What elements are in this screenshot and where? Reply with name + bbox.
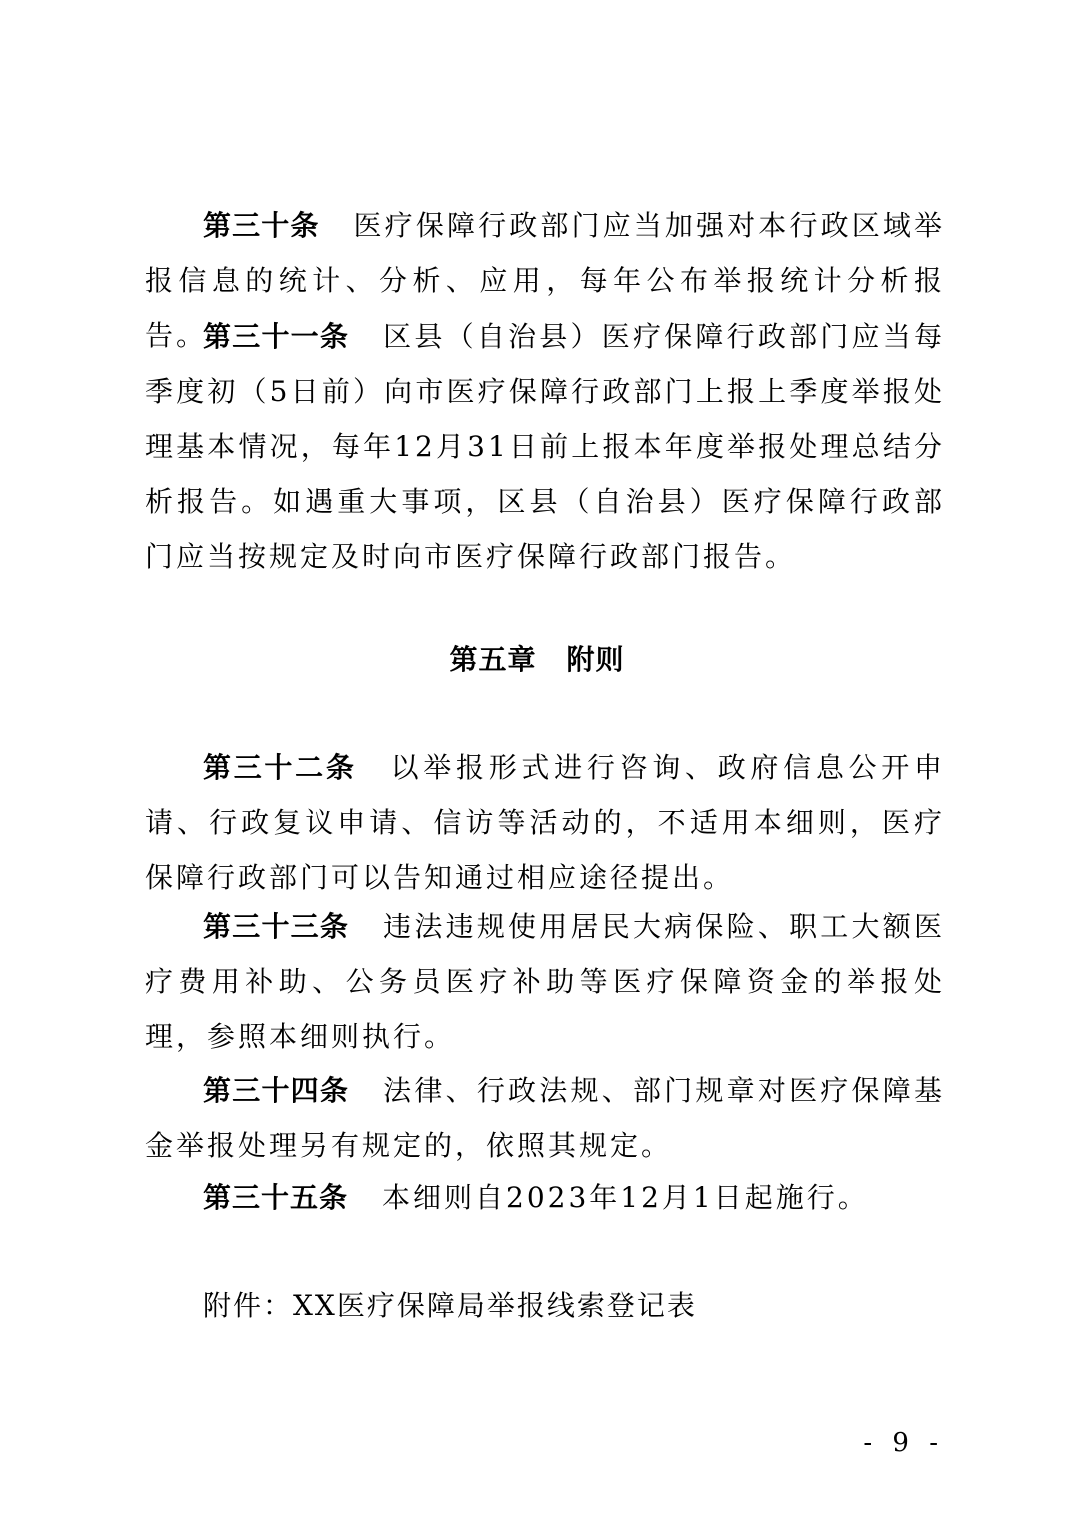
- article-label: 第三十四条: [203, 1074, 350, 1107]
- article-text: 以举报形式进行咨询、政府信息公开申请、行政复议申请、信访等活动的，不适用本细则，医疗保障行政部门可以告知通过相应途径提出。: [145, 751, 945, 894]
- article-label: 第三十二条: [203, 751, 357, 784]
- article-text: 法律、行政法规、部门规章对医疗保障基金举报处理另有规定的，依照其规定。: [145, 1074, 945, 1162]
- article-32: [145, 740, 945, 905]
- article-label: 第三十三条: [203, 910, 350, 943]
- article-text: 违法违规使用居民大病保险、职工大额医疗费用补助、公务员医疗补助等医疗保障资金的举报处理，参照本细则执行。: [145, 910, 945, 1053]
- article-34: [145, 1063, 945, 1173]
- page-number: - 9 -: [863, 1428, 944, 1458]
- article-text: 区县（自治县）医疗保障行政部门应当每季度初（5日前）向市医疗保障行政部门上报上季度举报处理基本情况，每年12月31日前上报本年度举报处理总结分析报告。如遇重大事项，区县（自治县）医疗保障行政部门应当按规定及时向市医疗保障行政部门报告。: [145, 320, 945, 573]
- article-text: 医疗保障行政部门应当加强对本行政区域举报信息的统计、分析、应用，每年公布举报统计分析报告。: [145, 209, 945, 352]
- article-label: 第三十条: [203, 209, 320, 242]
- attachment-line: 附件：XX医疗保障局举报线索登记表: [203, 1289, 697, 1322]
- chapter-title: 附则: [566, 643, 625, 676]
- article-33: [145, 899, 945, 1064]
- article-text: 本细则自2023年12月1日起施行。: [382, 1181, 869, 1214]
- article-label: 第三十五条: [203, 1181, 349, 1214]
- chapter-heading: [0, 632, 1074, 687]
- article-35: [145, 1170, 945, 1225]
- article-label: 第三十一条: [203, 320, 350, 353]
- chapter-number: 第五章: [449, 643, 537, 676]
- article-31: [145, 309, 945, 584]
